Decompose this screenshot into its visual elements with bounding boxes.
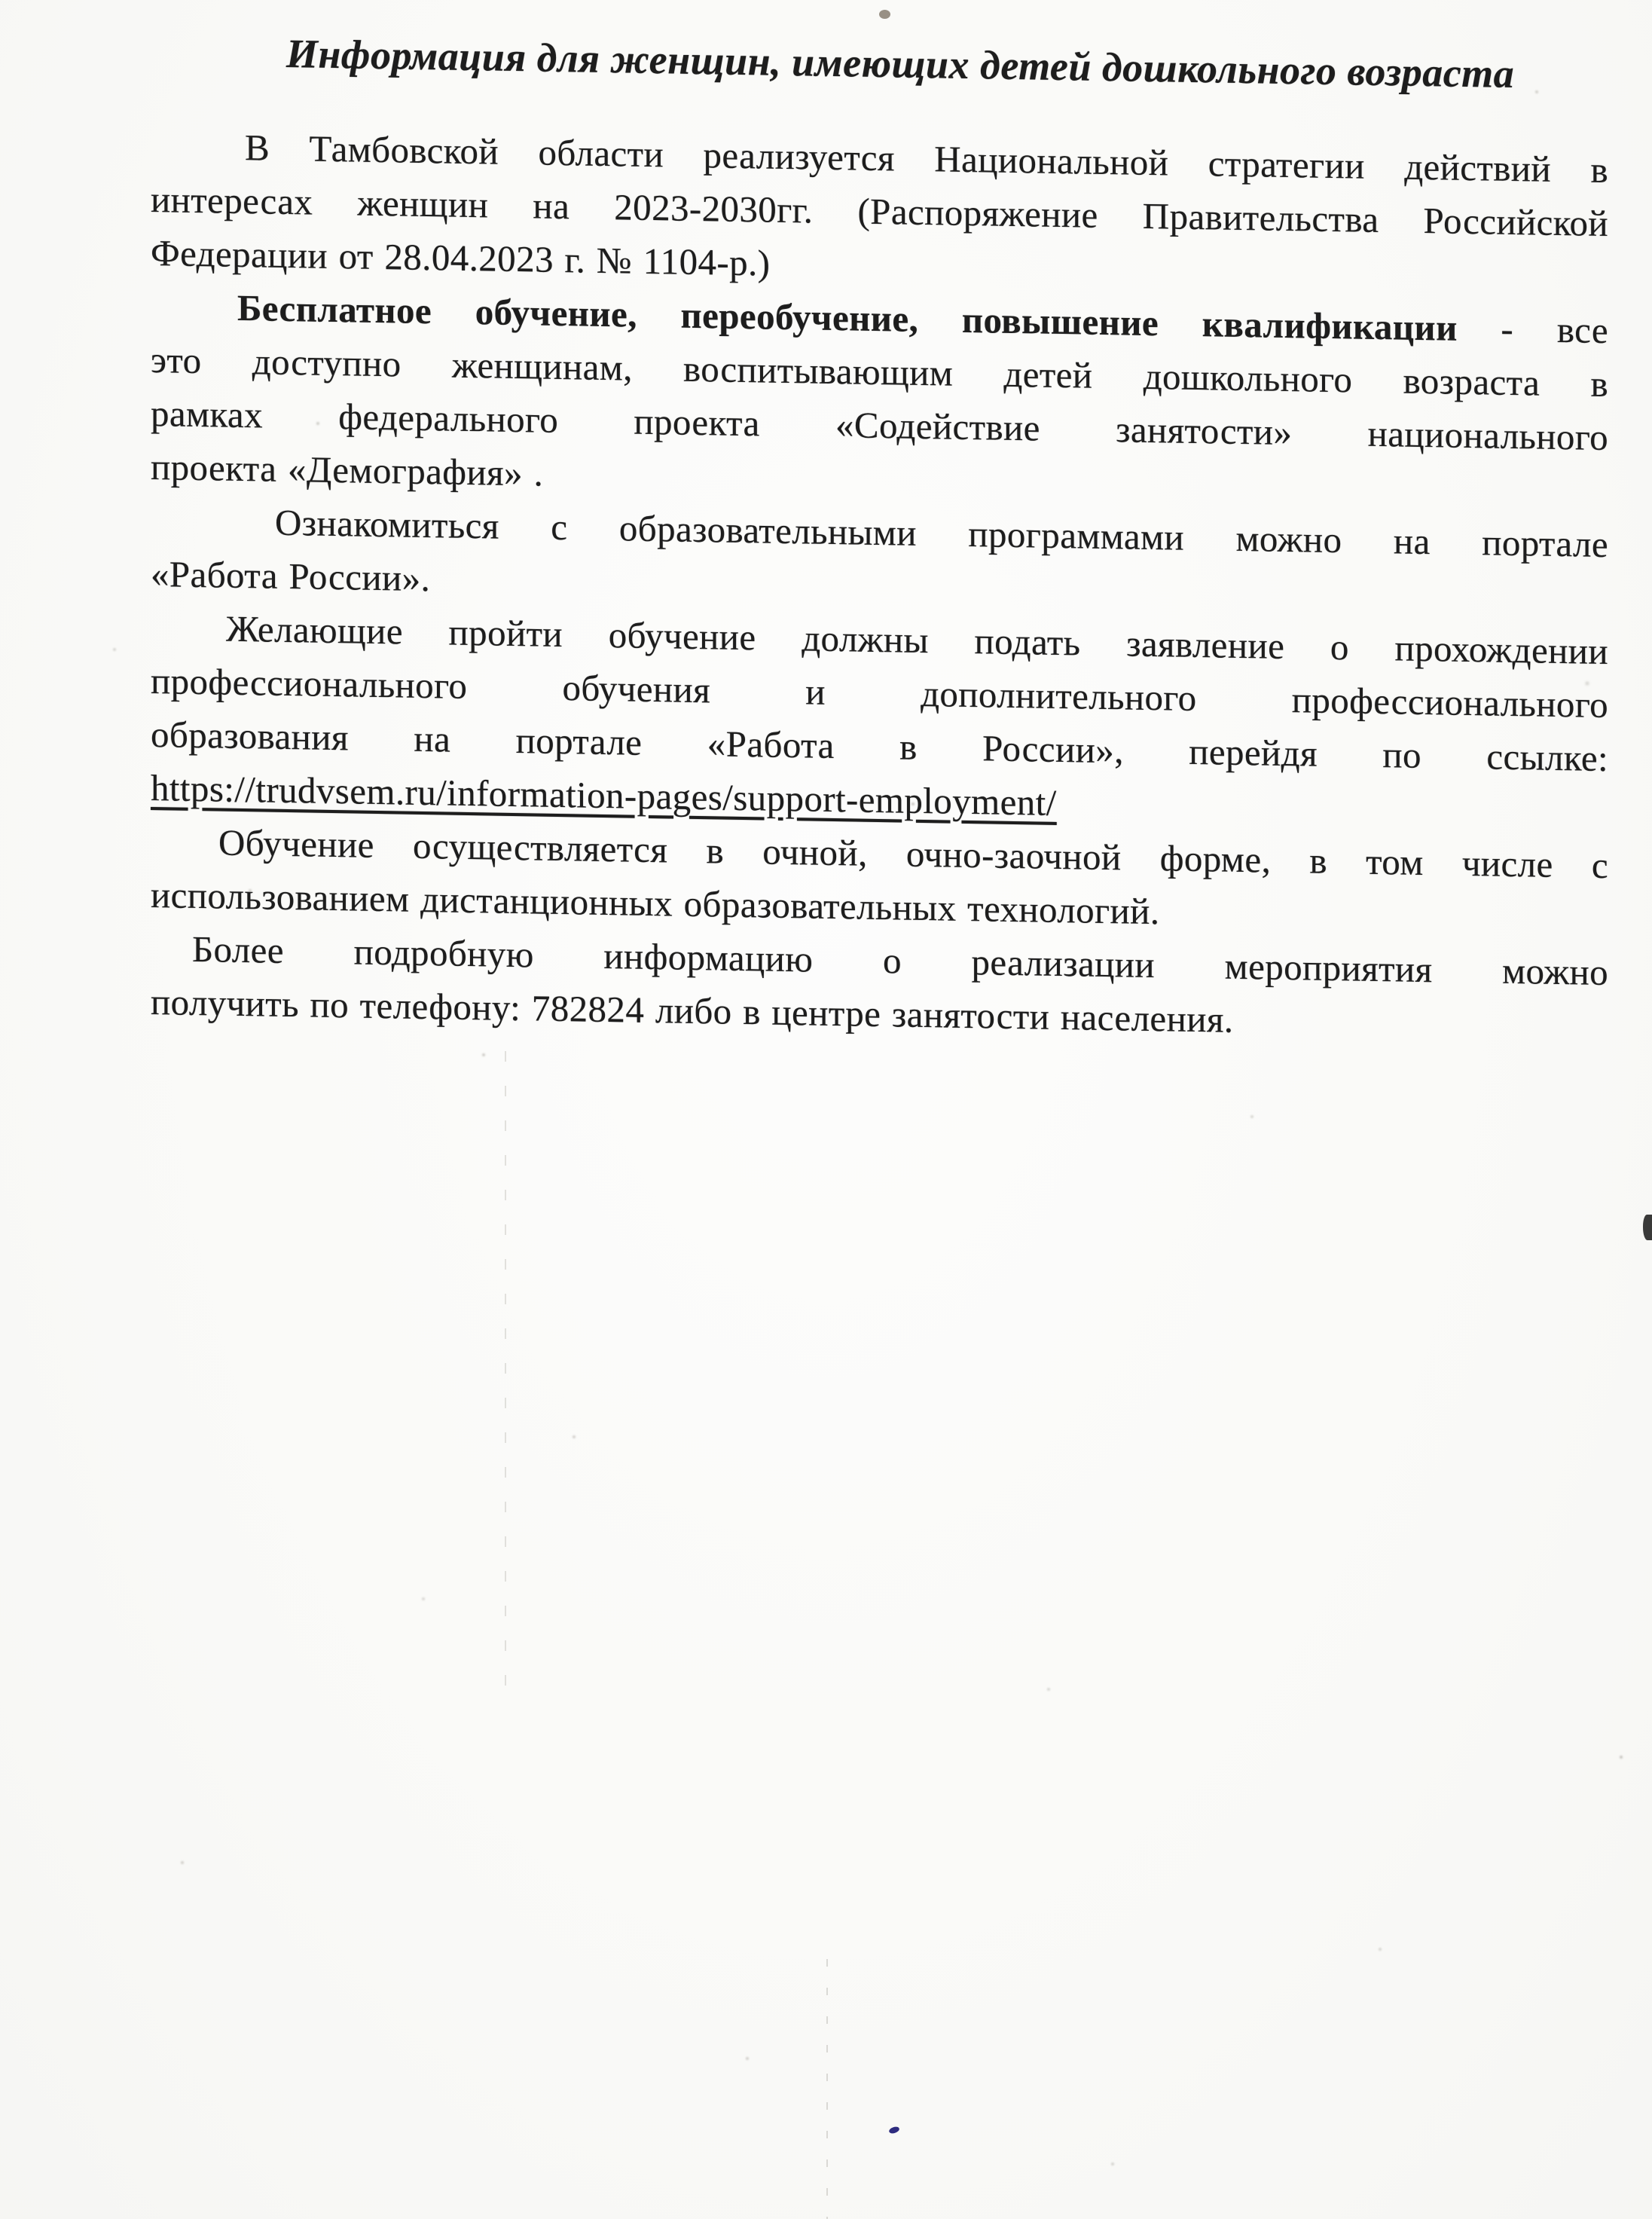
text-segment: профессионального обучения и дополнительного профессионального xyxy=(151,660,1608,726)
scan-speck-top xyxy=(879,10,890,19)
document-content xyxy=(151,23,1608,1053)
text-segment: Более подробную информацию о реализации мероприятия можно xyxy=(192,928,1608,994)
paragraph xyxy=(151,280,1608,518)
scan-noise-speckles xyxy=(0,0,3,3)
scan-vertical-streak xyxy=(826,1959,828,2219)
text-segment: образования на портале «Работа в России», перейдя по ссылке: xyxy=(151,714,1608,780)
scan-speck-blue-ink xyxy=(888,2126,900,2135)
scan-edge-mark xyxy=(1643,1215,1652,1240)
paragraph xyxy=(151,119,1608,304)
text-segment: Обучение осуществляется в очной, очно-заочной форме, в том числе с xyxy=(218,821,1608,887)
text-segment: В Тамбовской области реализуется Национальной стратегии действий в xyxy=(245,127,1608,191)
text-segment: - все xyxy=(1457,307,1608,352)
text-segment: интересах женщин на 2023-2030гг. (Распоряжение Правительства Российской xyxy=(151,179,1608,245)
text-segment: получить по телефону: 782824 либо в центре занятости населения. xyxy=(151,981,1234,1041)
bold-text-segment: Бесплатное обучение, переобучение, повышение квалификации xyxy=(237,286,1458,349)
text-segment: Ознакомиться с образовательными программами можно на портале xyxy=(275,501,1608,566)
text-segment: Желающие пройти обучение должны подать заявление о прохождении xyxy=(226,607,1608,673)
text-segment: использованием дистанционных образовательных технологий. xyxy=(151,874,1160,933)
scan-vertical-streak xyxy=(505,1051,506,1695)
link-url-text: https://trudvsem.ru/information-pages/support-employment/ xyxy=(151,767,1057,824)
text-segment: «Работа России». xyxy=(151,553,431,600)
text-segment: рамках федерального проекта «Содействие занятости» национального xyxy=(151,393,1608,459)
document-body xyxy=(151,119,1608,1053)
text-segment: Федерации от 28.04.2023 г. № 1104-р.) xyxy=(151,232,771,284)
text-segment: проекта «Демография» . xyxy=(151,446,544,494)
paragraph xyxy=(151,601,1608,839)
document-title: Информация для женщин, имеющих детей дошкольного возраста xyxy=(286,30,1515,97)
text-segment: это доступно женщинам, воспитывающим детей дошкольного возраста в xyxy=(151,339,1608,405)
